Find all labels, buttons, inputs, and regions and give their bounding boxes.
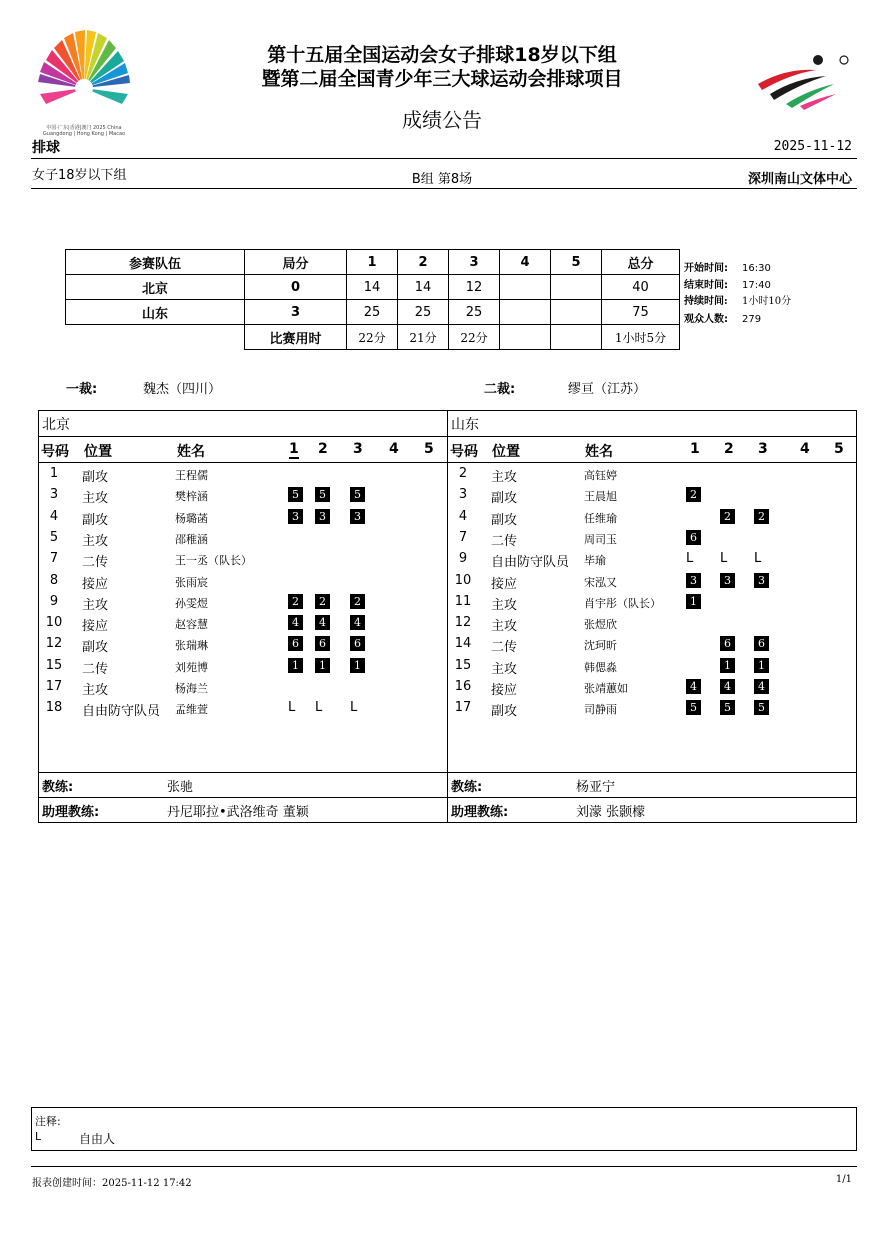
team-a-panel: [38, 410, 448, 823]
starting-position-box: 3: [315, 509, 330, 524]
team-name: 山东: [66, 300, 245, 325]
player-number: 18: [45, 700, 63, 716]
player-name: 司静雨: [584, 703, 617, 717]
coach-label: 教练:: [451, 780, 483, 795]
notes-desc: 自由人: [79, 1132, 116, 1146]
player-name: 杨璐菡: [175, 511, 208, 525]
player-position: 主攻: [82, 597, 109, 613]
set-score: 14: [398, 275, 449, 300]
player-row: [448, 592, 856, 613]
end-time: 结束时间: 17:40: [684, 280, 771, 291]
starting-position-box: 1: [754, 658, 769, 673]
match-label: B组 第8场: [411, 172, 473, 187]
starting-position-box: 1: [288, 658, 303, 673]
player-number: 4: [49, 508, 59, 524]
player-number: 11: [454, 593, 472, 609]
player-number: 10: [45, 615, 63, 631]
set-score: 25: [398, 300, 449, 325]
player-number: 12: [45, 636, 63, 652]
player-row: [448, 571, 856, 592]
player-position: 接应: [82, 576, 109, 592]
score-table: [65, 249, 680, 350]
starting-position-box: 4: [686, 679, 701, 694]
player-row: [448, 485, 856, 506]
player-row: [39, 634, 447, 655]
starting-position-box: 6: [288, 636, 303, 651]
starting-position-box: 6: [315, 636, 330, 651]
player-name: 张瑞琳: [175, 639, 208, 653]
starting-position-box: 6: [686, 530, 701, 545]
coach-name: 杨亚宁: [576, 780, 616, 795]
player-position: 主攻: [82, 491, 109, 507]
player-position: 接应: [82, 619, 109, 635]
player-row: [448, 634, 856, 655]
player-number: 17: [454, 700, 472, 716]
start-time: 开始时间: 16:30: [684, 263, 771, 274]
player-name: 王晨旭: [584, 490, 617, 504]
player-row: [448, 507, 856, 528]
libero-mark: L: [350, 700, 358, 716]
duration-time: 持续时间: 1小时10分: [684, 296, 792, 307]
starting-position-box: 4: [315, 615, 330, 630]
assistant-coach-row: [448, 797, 856, 823]
set-duration: 22分: [449, 325, 500, 350]
player-name: 肖宇彤（队长）: [584, 596, 661, 610]
page-number: 1/1: [835, 1174, 852, 1185]
player-position: 主攻: [491, 619, 518, 635]
player-number: 2: [458, 466, 468, 481]
starting-position-box: 4: [350, 615, 365, 630]
set-score: [551, 275, 602, 300]
player-position: 接应: [491, 683, 518, 698]
header-set-1: 1: [347, 250, 398, 275]
player-position: 主攻: [82, 533, 109, 549]
player-number: 15: [454, 657, 472, 673]
player-number: 9: [458, 551, 468, 567]
player-row: [448, 549, 856, 570]
set-score: [551, 300, 602, 325]
starting-position-box: 1: [686, 594, 701, 609]
player-number: 5: [49, 529, 59, 545]
set-score: [500, 275, 551, 300]
player-position: 主攻: [491, 661, 518, 677]
col-set-5: 5: [424, 441, 434, 457]
player-name: 孙雯煜: [175, 596, 208, 610]
set-score: 25: [449, 300, 500, 325]
starting-position-box: 6: [720, 636, 735, 651]
venue-label: 深圳南山文体中心: [747, 172, 852, 187]
starting-position-box: 4: [754, 679, 769, 694]
player-row: [39, 507, 447, 528]
player-name: 刘苑博: [175, 660, 208, 674]
player-number: 1: [49, 466, 59, 481]
player-position: 二传: [82, 555, 109, 571]
score-row: [66, 275, 680, 300]
player-position: 二传: [491, 533, 518, 549]
title-line-2: 暨第二届全国青少年三大球运动会排球项目: [261, 68, 623, 90]
score-row: [66, 300, 680, 325]
duration-row: [66, 325, 680, 350]
set-score: 12: [449, 275, 500, 300]
starting-position-box: 2: [288, 594, 303, 609]
player-number: 4: [458, 508, 468, 524]
team-name: 北京: [66, 275, 245, 300]
player-name: 沈珂昕: [584, 639, 617, 653]
header-set-4: 4: [500, 250, 551, 275]
coach-row: [448, 772, 856, 798]
player-name: 周司玉: [584, 532, 617, 546]
player-name: 张煜欣: [584, 618, 617, 632]
player-name: 赵容慧: [175, 618, 208, 632]
player-name: 毕瑜: [584, 554, 606, 568]
assistant-coach-label: 助理教练:: [42, 805, 100, 820]
team-b-panel: [447, 410, 857, 823]
total-score: 40: [602, 275, 680, 300]
total-duration: 1小时5分: [602, 325, 680, 350]
assistant-coach-label: 助理教练:: [451, 805, 509, 820]
second-referee-label: 二裁:: [484, 382, 516, 397]
col-pos: 位置: [84, 444, 112, 460]
team-a-name: 北京: [42, 417, 70, 433]
player-name: 张雨宸: [175, 575, 208, 589]
starting-position-box: 3: [288, 509, 303, 524]
player-row: [448, 613, 856, 634]
player-name: 孟维萱: [175, 703, 208, 717]
set-duration: 21分: [398, 325, 449, 350]
col-set-1: 1: [690, 441, 700, 457]
libero-mark: L: [754, 551, 762, 567]
second-referee: 缪亘（江苏）: [568, 382, 647, 397]
player-name: 宋泓又: [584, 575, 617, 589]
starting-position-box: 3: [720, 573, 735, 588]
sport-label: 排球: [32, 140, 60, 156]
player-row: [39, 677, 447, 698]
header-set-3: 3: [449, 250, 500, 275]
audience-count: 观众人数: 279: [684, 314, 762, 325]
header-sets: 局分: [245, 250, 347, 275]
total-score: 75: [602, 300, 680, 325]
player-number: 3: [458, 487, 468, 503]
starting-position-box: 2: [686, 487, 701, 502]
libero-mark: L: [315, 700, 323, 716]
player-position: 主攻: [491, 597, 518, 613]
starting-position-box: 6: [350, 636, 365, 651]
starting-position-box: 4: [720, 679, 735, 694]
player-position: 副攻: [491, 512, 518, 528]
coach-name: 张驰: [167, 780, 194, 795]
notes-key: L: [35, 1130, 42, 1143]
player-number: 7: [49, 551, 59, 567]
player-name: 邵稚涵: [175, 532, 208, 546]
team-b-name: 山东: [451, 417, 479, 433]
header-team: 参赛队伍: [66, 250, 245, 275]
first-referee: 魏杰（四川）: [143, 382, 222, 397]
starting-position-box: 3: [350, 509, 365, 524]
set-duration: [551, 325, 602, 350]
player-name: 樊梓涵: [175, 490, 208, 504]
starting-position-box: 5: [315, 487, 330, 502]
player-row: [39, 613, 447, 634]
sets-won: 0: [245, 275, 347, 300]
starting-position-box: 2: [720, 509, 735, 524]
player-number: 8: [49, 572, 59, 588]
player-position: 副攻: [82, 470, 109, 485]
col-set-3: 3: [758, 441, 768, 457]
col-pos: 位置: [492, 444, 520, 460]
player-row: [448, 464, 856, 485]
player-number: 16: [454, 679, 472, 694]
player-number: 12: [454, 615, 472, 631]
report-date: 2025-11-12: [773, 139, 852, 154]
set-score: [500, 300, 551, 325]
player-row: [448, 677, 856, 698]
starting-position-box: 5: [754, 700, 769, 715]
col-name: 姓名: [177, 444, 205, 460]
player-row: [39, 549, 447, 570]
player-name: 王一丞（队长）: [175, 554, 252, 568]
player-number: 3: [49, 487, 59, 503]
col-set-1: 1: [289, 441, 299, 457]
player-position: 自由防守队员: [82, 704, 161, 720]
starting-position-box: 6: [754, 636, 769, 651]
player-row: [39, 485, 447, 506]
col-name: 姓名: [585, 444, 613, 460]
starting-position-box: 1: [315, 658, 330, 673]
player-position: 接应: [491, 576, 518, 592]
player-row: [39, 698, 447, 719]
col-no: 号码: [450, 444, 478, 460]
player-row: [39, 464, 447, 485]
starting-position-box: 2: [315, 594, 330, 609]
player-position: 自由防守队员: [491, 555, 570, 571]
header-set-2: 2: [398, 250, 449, 275]
notes-label: 注释:: [35, 1115, 61, 1128]
player-number: 7: [458, 529, 468, 545]
player-row: [39, 571, 447, 592]
coach-label: 教练:: [42, 780, 74, 795]
starting-position-box: 2: [350, 594, 365, 609]
player-name: 韩偲淼: [584, 660, 617, 674]
player-row: [448, 656, 856, 677]
set-duration: 22分: [347, 325, 398, 350]
player-number: 17: [45, 679, 63, 694]
player-number: 15: [45, 657, 63, 673]
starting-position-box: 2: [754, 509, 769, 524]
set-score: 14: [347, 275, 398, 300]
player-name: 任维瑜: [584, 511, 617, 525]
libero-mark: L: [686, 551, 694, 567]
player-name: 张靖蕙如: [584, 682, 628, 695]
col-set-4: 4: [389, 441, 399, 457]
set-score: 25: [347, 300, 398, 325]
player-row: [39, 656, 447, 677]
starting-position-box: 3: [686, 573, 701, 588]
col-set-2: 2: [318, 441, 328, 457]
header-total: 总分: [602, 250, 680, 275]
category-label: 女子18岁以下组: [32, 168, 127, 183]
coach-row: [39, 772, 447, 798]
player-position: 二传: [491, 640, 518, 656]
starting-position-box: 5: [720, 700, 735, 715]
player-row: [448, 698, 856, 719]
player-name: 杨海兰: [175, 682, 208, 695]
player-name: 王程儒: [175, 469, 208, 482]
starting-position-box: 1: [720, 658, 735, 673]
player-number: 14: [454, 636, 472, 652]
col-no: 号码: [41, 444, 69, 460]
sets-won: 3: [245, 300, 347, 325]
col-set-4: 4: [800, 441, 810, 457]
first-referee-label: 一裁:: [66, 382, 98, 397]
starting-position-box: 5: [350, 487, 365, 502]
player-row: [39, 592, 447, 613]
header-set-5: 5: [551, 250, 602, 275]
assistant-coach-row: [39, 797, 447, 823]
player-position: 副攻: [82, 640, 109, 656]
set-duration: [500, 325, 551, 350]
col-set-5: 5: [834, 441, 844, 457]
assistant-coach-names: 丹尼耶拉•武洛维奇 董颖: [167, 805, 309, 820]
player-number: 10: [454, 572, 472, 588]
title-line-1: 第十五届全国运动会女子排球18岁以下组: [267, 44, 617, 66]
libero-mark: L: [720, 551, 728, 567]
player-row: [448, 528, 856, 549]
player-position: 主攻: [82, 683, 109, 698]
duration-label: 比赛用时: [245, 325, 347, 350]
starting-position-box: 5: [686, 700, 701, 715]
notes-box: [31, 1107, 857, 1151]
player-number: 9: [49, 593, 59, 609]
player-position: 副攻: [491, 704, 518, 720]
player-name: 高钰婷: [584, 469, 617, 482]
player-position: 副攻: [491, 491, 518, 507]
col-set-2: 2: [724, 441, 734, 457]
assistant-coach-names: 刘濛 张颢檬: [576, 805, 646, 820]
player-position: 副攻: [82, 512, 109, 528]
player-row: [39, 528, 447, 549]
created-time: 报表创建时间：2025-11-12 17:42: [32, 1178, 192, 1189]
starting-position-box: 5: [288, 487, 303, 502]
starting-position-box: 1: [350, 658, 365, 673]
player-position: 二传: [82, 661, 109, 677]
col-set-3: 3: [353, 441, 363, 457]
logo-caption: 中国·广东|香港|澳门 2025 China Guangdong | Hong Kong | Macao: [42, 125, 126, 137]
subtitle: 成绩公告: [402, 108, 482, 132]
player-position: 主攻: [491, 470, 518, 485]
starting-position-box: 3: [754, 573, 769, 588]
libero-mark: L: [288, 700, 296, 716]
starting-position-box: 4: [288, 615, 303, 630]
